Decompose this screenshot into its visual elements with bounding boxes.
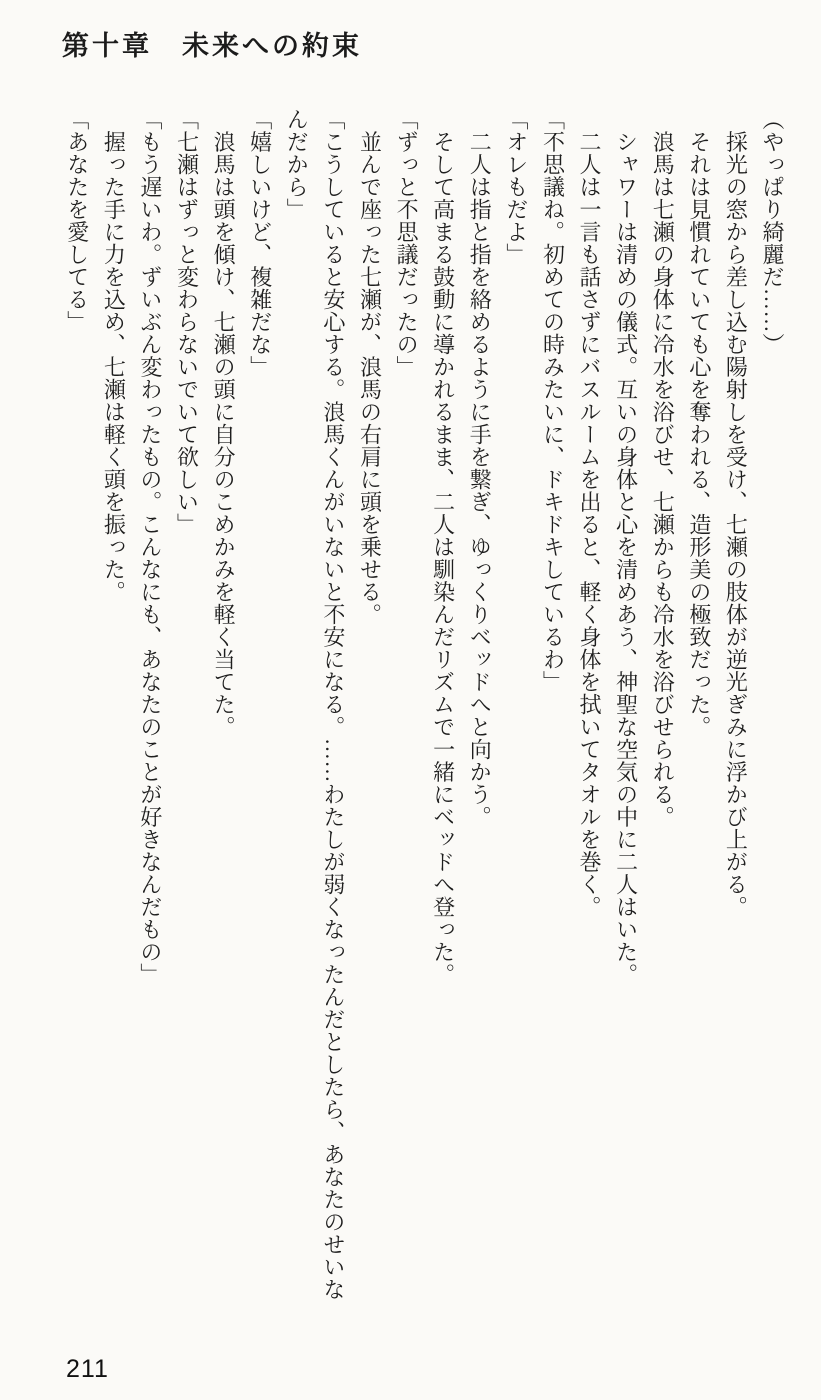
text-line: シャワーは清めの儀式。互いの身体と心を清めあう、神聖な空気の中に二人はいた。: [613, 108, 639, 986]
page-number: 211: [66, 1355, 109, 1383]
text-line-dialogue: 「ずっと不思議だったの」: [394, 108, 420, 378]
chapter-heading: 第十章 未来への約束: [62, 31, 362, 61]
text-line-dialogue: 「オレもだよ」: [503, 108, 529, 266]
text-line: 浪馬は七瀬の身体に冷水を浴びせ、七瀬からも冷水を浴びせられる。: [650, 108, 676, 828]
text-line: 二人は指と指を絡めるように手を繋ぎ、ゆっくりベッドへと向かう。: [467, 108, 493, 828]
text-line: そして高まる鼓動に導かれるまま、二人は馴染んだリズムで一緒にベッドへ登った。: [430, 108, 456, 986]
text-line-dialogue: 「もう遅いわ。ずいぶん変わったもの。こんなにも、あなたのことが好きなんだもの」: [137, 108, 163, 986]
text-line-dialogue: 「あなたを愛してる」: [64, 108, 90, 333]
text-line-dialogue: 「嬉しいけど、複雑だな」: [247, 108, 273, 378]
text-line-dialogue: 「こうしていると安心する。浪馬くんがいないと不安になる。……わたしが弱くなったんだとしたら、あなたのせいな: [320, 108, 346, 1301]
text-line: それは見慣れていても心を奪われる、造形美の極致だった。: [686, 108, 712, 738]
text-body: [54, 108, 790, 1326]
text-line-dialogue: 「七瀬はずっと変わらないでいて欲しい」: [174, 108, 200, 536]
text-line: 並んで座った七瀬が、浪馬の右肩に頭を乗せる。: [357, 108, 383, 626]
text-line: 握った手に力を込め、七瀬は軽く頭を振った。: [101, 108, 127, 603]
text-line: 浪馬は頭を傾け、七瀬の頭に自分のこめかみを軽く当てた。: [211, 108, 237, 738]
text-line-monologue: （やっぱり綺麗だ……）: [760, 108, 785, 356]
text-line-dialogue-continuation: んだから」: [284, 108, 310, 221]
text-line: 二人は一言も話さずにバスルームを出ると、軽く身体を拭いてタオルを巻く。: [577, 108, 603, 918]
text-line: 採光の窓から差し込む陽射しを受け、七瀬の肢体が逆光ぎみに浮かび上がる。: [723, 108, 749, 918]
text-line-dialogue: 「不思議ね。初めての時みたいに、ドキドキしているわ」: [540, 108, 566, 693]
